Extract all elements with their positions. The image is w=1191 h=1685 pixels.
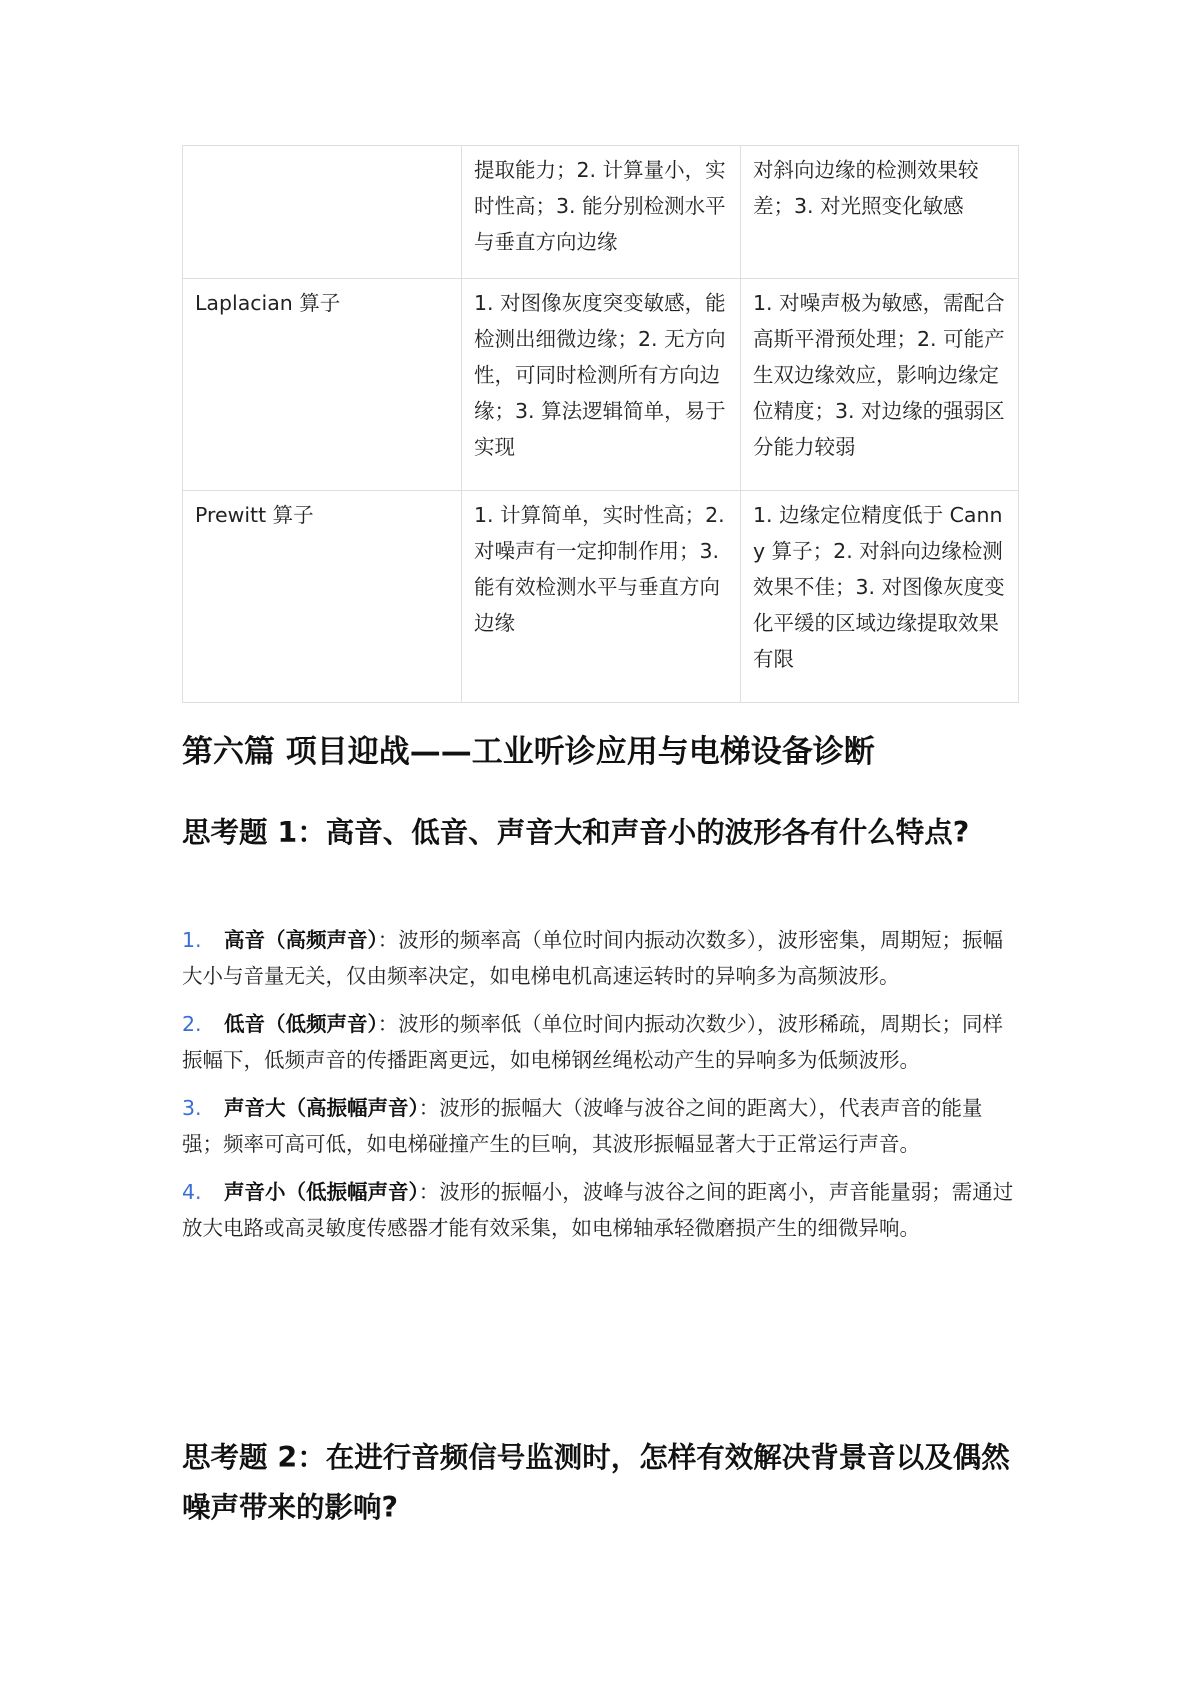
list-item-text: ：波形的频率低（单位时间内振动次数少），波形稀疏，周期长；同样振幅下，低频声音的传播距离更远，如电梯钢丝绳松动产生的异响多为低频波形。: [182, 1012, 1003, 1072]
list-item: [182, 922, 1018, 994]
table-row: [183, 146, 1019, 279]
disadvantages-cell: 对斜向边缘的检测效果较差；3. 对光照变化敏感: [741, 146, 1019, 279]
advantages-cell: 1. 对图像灰度突变敏感，能检测出细微边缘；2. 无方向性，可同时检测所有方向边缘；3. 算法逻辑简单，易于实现: [462, 279, 741, 491]
list-number: 2.: [182, 1012, 202, 1036]
disadvantages-cell: 1. 对噪声极为敏感，需配合高斯平滑预处理；2. 可能产生双边缘效应，影响边缘定位精度；3. 对边缘的强弱区分能力较弱: [741, 279, 1019, 491]
list-item-text: ：波形的振幅大（波峰与波谷之间的距离大），代表声音的能量强；频率可高可低，如电梯碰撞产生的巨响，其波形振幅显著大于正常运行声音。: [182, 1096, 983, 1156]
operator-name-cell: Laplacian 算子: [183, 279, 462, 491]
edge-operator-comparison-table: [182, 145, 1019, 703]
section-heading: 第六篇 项目迎战——工业听诊应用与电梯设备诊断: [182, 734, 875, 770]
list-item: [182, 1090, 1018, 1162]
list-item-term: 声音大（高振幅声音）: [224, 1096, 419, 1120]
list-number: 4.: [182, 1180, 202, 1204]
question-1-heading: 思考题 1：高音、低音、声音大和声音小的波形各有什么特点?: [182, 816, 970, 849]
document-page: [182, 145, 1018, 1524]
list-item: [182, 1006, 1018, 1078]
question-1-answer-list: [182, 922, 1018, 1258]
list-item-term: 低音（低频声音）: [224, 1012, 378, 1036]
list-item-text: ：波形的振幅小，波峰与波谷之间的距离小，声音能量弱；需通过放大电路或高灵敏度传感器才能有效采集，如电梯轴承轻微磨损产生的细微异响。: [182, 1180, 1014, 1240]
question-2-heading: 思考题 2：在进行音频信号监测时，怎样有效解决背景音以及偶然噪声带来的影响?: [182, 1441, 1010, 1524]
table-row: [183, 279, 1019, 491]
operator-name-cell: Prewitt 算子: [183, 491, 462, 703]
advantages-cell: 提取能力；2. 计算量小，实时性高；3. 能分别检测水平与垂直方向边缘: [462, 146, 741, 279]
advantages-cell: 1. 计算简单，实时性高；2. 对噪声有一定抑制作用；3. 能有效检测水平与垂直方向边缘: [462, 491, 741, 703]
list-number: 3.: [182, 1096, 202, 1120]
list-item-text: ：波形的频率高（单位时间内振动次数多），波形密集，周期短；振幅大小与音量无关，仅由频率决定，如电梯电机高速运转时的异响多为高频波形。: [182, 928, 1003, 988]
disadvantages-cell: 1. 边缘定位精度低于 Canny 算子；2. 对斜向边缘检测效果不佳；3. 对图像灰度变化平缓的区域边缘提取效果有限: [741, 491, 1019, 703]
operator-name-cell: [183, 146, 462, 279]
list-item: [182, 1174, 1018, 1246]
list-item-term: 声音小（低振幅声音）: [224, 1180, 419, 1204]
list-number: 1.: [182, 928, 202, 952]
list-item-term: 高音（高频声音）: [224, 928, 378, 952]
table-row: [183, 491, 1019, 703]
